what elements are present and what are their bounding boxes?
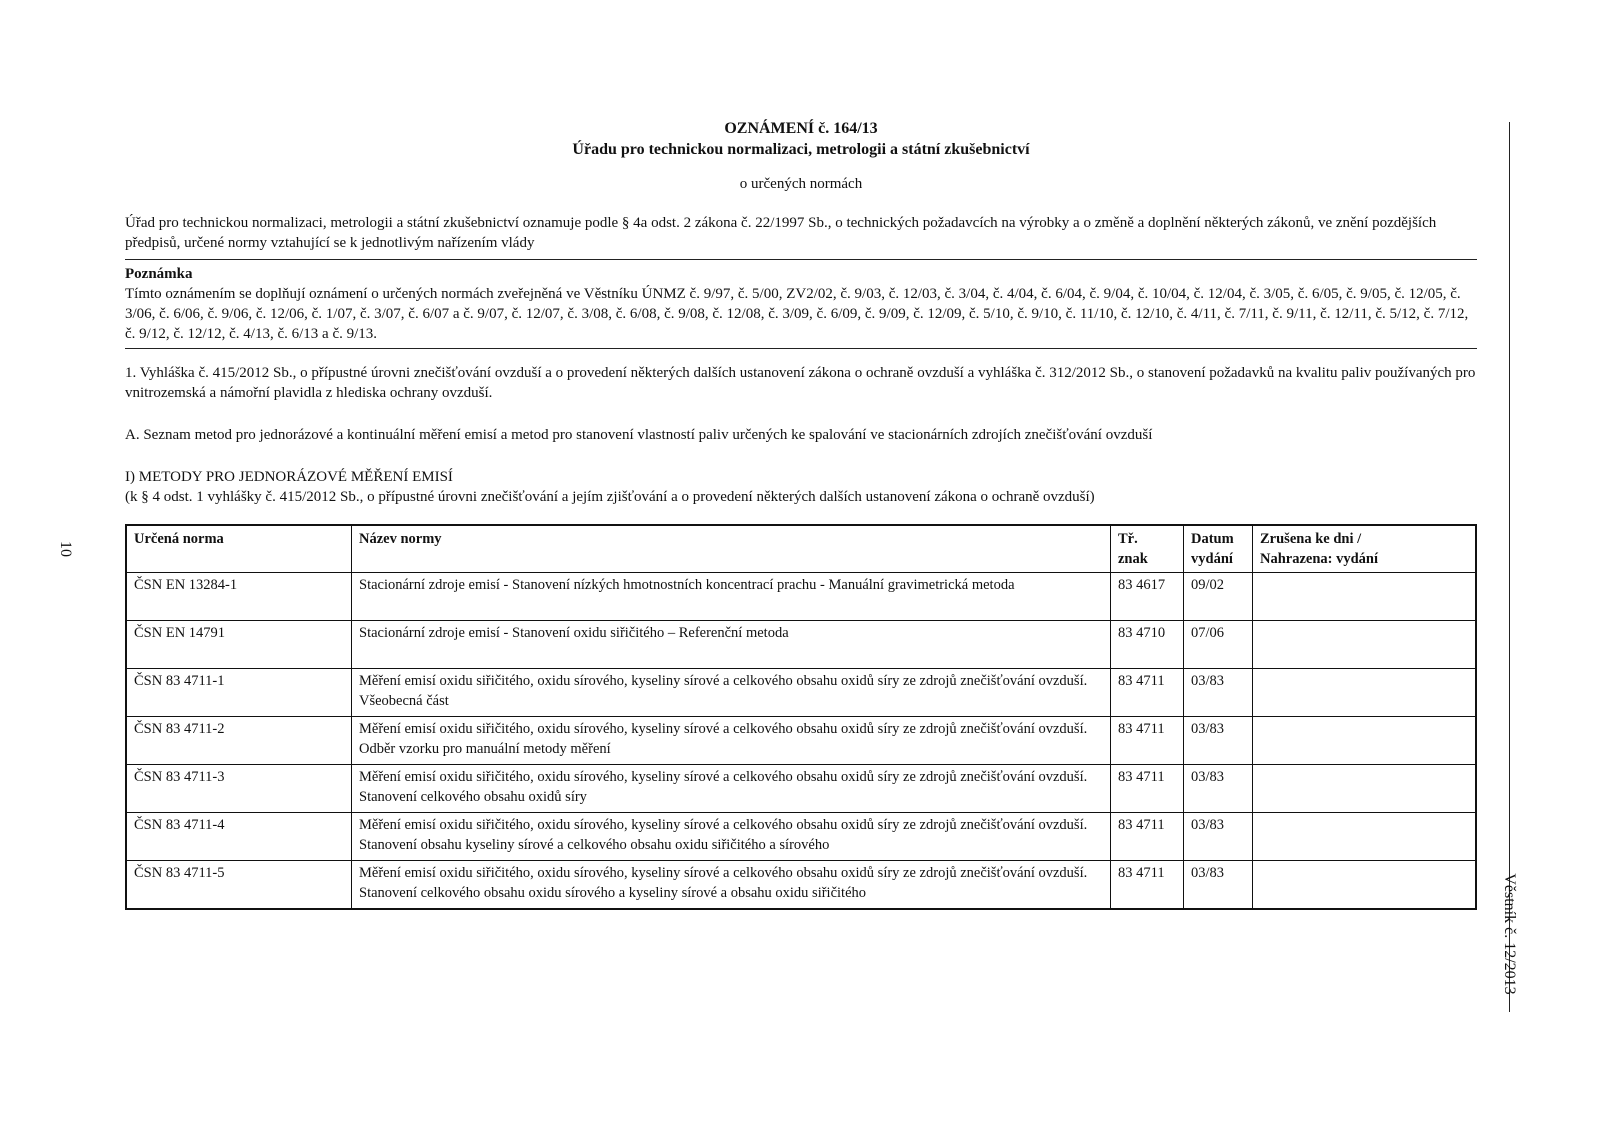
cell-name-line: Měření emisí oxidu siřičitého, oxidu sírového, kyseliny sírové a celkového obsahu oxidů síry ze zdrojů znečišťování ovzduší. Stanovení celkového obsahu oxidu sírového a kyseliny sírové a obsahu oxidu siřičitého xyxy=(359,865,1088,901)
item-1-paragraph: 1. Vyhláška č. 415/2012 Sb., o přípustné úrovni znečišťování ovzduší a o provedení některých dalších ustanovení zákona o ochraně ovzduší a vyhláška č. 312/2012 Sb., o stanovení požadavků na kvalitu paliv používaných pro vnitrozemská a námořní plavidla z hlediska ochrany ovzduší. xyxy=(125,365,1476,401)
cell-class: 83 4711 xyxy=(1111,765,1184,813)
section-i-title: I) METODY PRO JEDNORÁZOVÉ MĚŘENÍ EMISÍ xyxy=(125,469,453,485)
cell-norm: ČSN 83 4711-4 xyxy=(126,813,352,861)
cell-class: 83 4711 xyxy=(1111,813,1184,861)
header-date-line1: Datum xyxy=(1191,531,1234,547)
cell-date: 03/83 xyxy=(1184,717,1253,765)
cell-class: 83 4711 xyxy=(1111,717,1184,765)
cell-name xyxy=(352,669,1111,717)
cell-cancel xyxy=(1253,717,1477,765)
cell-name-line: Měření emisí oxidu siřičitého, oxidu sírového, kyseliny sírové a celkového obsahu oxidů síry ze zdrojů znečišťování ovzduší. xyxy=(359,817,1088,833)
table-row xyxy=(126,573,1476,621)
header-name: Název normy xyxy=(352,525,1111,573)
cell-name xyxy=(352,813,1111,861)
cell-cancel xyxy=(1253,621,1477,669)
cell-name-line: Měření emisí oxidu siřičitého, oxidu sírového, kyseliny sírové a celkového obsahu oxidů síry ze zdrojů znečišťování ovzduší. xyxy=(359,721,1088,737)
header-cancel xyxy=(1253,525,1477,573)
cell-norm: ČSN EN 13284-1 xyxy=(126,573,352,621)
cell-norm: ČSN 83 4711-1 xyxy=(126,669,352,717)
cell-name xyxy=(352,717,1111,765)
table-row xyxy=(126,765,1476,813)
header-class-line1: Tř. xyxy=(1118,531,1138,547)
page-number: 10 xyxy=(57,541,74,557)
cell-name xyxy=(352,621,1111,669)
table-row xyxy=(126,717,1476,765)
table-header-row xyxy=(126,525,1476,573)
table-row xyxy=(126,621,1476,669)
cell-cancel xyxy=(1253,861,1477,910)
cell-name-line: Stanovení obsahu kyseliny sírové a celkového obsahu oxidu siřičitého a sírového xyxy=(359,837,830,853)
cell-date: 09/02 xyxy=(1184,573,1253,621)
norms-table xyxy=(125,524,1477,910)
cell-norm: ČSN EN 14791 xyxy=(126,621,352,669)
cell-name xyxy=(352,765,1111,813)
header-class-line2: znak xyxy=(1118,551,1148,567)
cell-class: 83 4617 xyxy=(1111,573,1184,621)
cell-norm: ČSN 83 4711-3 xyxy=(126,765,352,813)
cell-date: 07/06 xyxy=(1184,621,1253,669)
header-date-line2: vydání xyxy=(1191,551,1233,567)
cell-name-line: Odběr vzorku pro manuální metody měření xyxy=(359,741,611,757)
cell-norm: ČSN 83 4711-5 xyxy=(126,861,352,910)
cell-cancel xyxy=(1253,813,1477,861)
cell-name-line: Stacionární zdroje emisí - Stanovení nízkých hmotnostních koncentrací prachu - Manuální gravimetrická metoda xyxy=(359,577,1015,593)
norms-table-body xyxy=(126,573,1476,910)
table-row xyxy=(126,813,1476,861)
cell-name-line: Měření emisí oxidu siřičitého, oxidu sírového, kyseliny sírové a celkového obsahu oxidů síry ze zdrojů znečišťování ovzduší. Všeobecná část xyxy=(359,673,1088,709)
cell-date: 03/83 xyxy=(1184,813,1253,861)
cell-date: 03/83 xyxy=(1184,765,1253,813)
note-title: Poznámka xyxy=(125,266,193,282)
cell-name-line: Měření emisí oxidu siřičitého, oxidu sírového, kyseliny sírové a celkového obsahu oxidů síry ze zdrojů znečišťování ovzduší. xyxy=(359,769,1088,785)
note-text: Tímto oznámením se doplňují oznámení o určených normách zveřejněná ve Věstníku ÚNMZ č. 9/97, č. 5/00, ZV2/02, č. 9/03, č. 12/03, č. 3/04, č. 4/04, č. 6/04, č. 9/04, č. 10/04, č. 12/04, č. 3/05, č. 6/05, č. 9/05, č. 12/05, č. 3/06, č. 6/06, č. 9/06, č. 12/06, č. 1/07, č. 3/07, č. 6/07 a č. 9/07, č. 12/07, č. 3/08, č. 6/08, č. 9/08, č. 12/08, č. 3/09, č. 6/09, č. 9/09, č. 12/09, č. 5/10, č. 9/10, č. 11/10, č. 12/10, č. 4/11, č. 7/11, č. 9/11, č. 12/11, č. 5/12, č. 7/12, č. 9/12, č. 12/12, č. 4/13, č. 6/13 a č. 9/13. xyxy=(125,286,1469,342)
cell-date: 03/83 xyxy=(1184,669,1253,717)
document-subtitle: o určených normách xyxy=(739,176,863,192)
header-class xyxy=(1111,525,1184,573)
header-cancel-line2: Nahrazena: vydání xyxy=(1260,551,1379,567)
cell-class: 83 4711 xyxy=(1111,669,1184,717)
table-row xyxy=(126,861,1476,910)
cell-date: 03/83 xyxy=(1184,861,1253,910)
note-bottom-rule xyxy=(125,348,1477,349)
note-top-rule xyxy=(125,259,1477,260)
cell-cancel xyxy=(1253,573,1477,621)
table-row xyxy=(126,669,1476,717)
cell-norm: ČSN 83 4711-2 xyxy=(126,717,352,765)
journal-label: Věstník č. 12/2013 xyxy=(1501,873,1518,995)
document-authority: Úřadu pro technickou normalizaci, metrologii a státní zkušebnictví xyxy=(572,141,1030,158)
cell-class: 83 4711 xyxy=(1111,861,1184,910)
document-title: OZNÁMENÍ č. 164/13 xyxy=(724,120,878,137)
cell-name-line: Stacionární zdroje emisí - Stanovení oxidu siřičitého – Referenční metoda xyxy=(359,625,789,641)
cell-name xyxy=(352,861,1111,910)
intro-paragraph: Úřad pro technickou normalizaci, metrologii a státní zkušebnictví oznamuje podle § 4a odst. 2 zákona č. 22/1997 Sb., o technických požadavcích na výrobky a o změně a doplnění některých zákonů, ve znění pozdějších předpisů, určené normy vztahující se k jednotlivým nařízením vlády xyxy=(125,215,1437,251)
cell-cancel xyxy=(1253,765,1477,813)
section-a-heading: A. Seznam metod pro jednorázové a kontinuální měření emisí a metod pro stanovení vlastností paliv určených ke spalování ve stacionárních zdrojích znečišťování ovzduší xyxy=(125,427,1153,443)
header-date xyxy=(1184,525,1253,573)
cell-name xyxy=(352,573,1111,621)
header-cancel-line1: Zrušena ke dni / xyxy=(1260,531,1362,547)
cell-name-line: Stanovení celkového obsahu oxidů síry xyxy=(359,789,587,805)
document-body xyxy=(125,118,1477,910)
header-norm: Určená norma xyxy=(126,525,352,573)
cell-cancel xyxy=(1253,669,1477,717)
cell-class: 83 4710 xyxy=(1111,621,1184,669)
section-i-subtitle: (k § 4 odst. 1 vyhlášky č. 415/2012 Sb., o přípustné úrovni znečišťování a jejím zjišťování a o provedení některých dalších ustanovení zákona o ochraně ovzduší) xyxy=(125,489,1095,505)
